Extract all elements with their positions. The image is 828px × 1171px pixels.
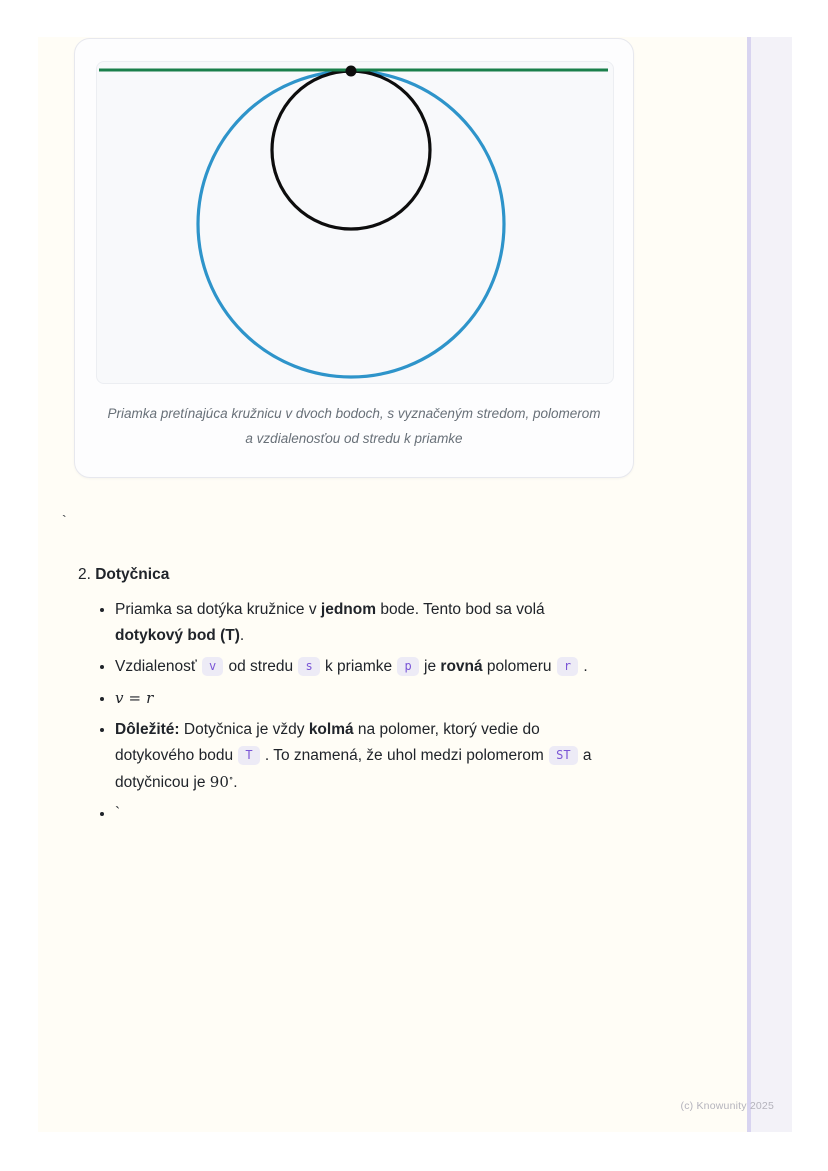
outer-circle: [198, 71, 504, 377]
code-badge-v: v: [202, 657, 223, 676]
text-run: na polomer, ktorý vedie do: [353, 721, 540, 738]
code-badge-ST: ST: [549, 746, 577, 765]
bold-run: kolmá: [308, 721, 354, 738]
bold-run: Dôležité:: [115, 721, 180, 738]
tangent-point-dot: [346, 66, 357, 77]
list-item: [115, 685, 630, 712]
text-run: Vzdialenosť: [115, 658, 201, 675]
section-title: Dotyčnica: [95, 566, 170, 583]
circle-tangent-diagram: [97, 62, 613, 383]
text-run: dotyčnicou je: [115, 774, 210, 791]
degree-symbol: ∘: [228, 773, 234, 784]
bold-run: dotykový bod (T): [115, 627, 240, 644]
list-item: [115, 654, 630, 680]
bold-run: rovná: [440, 658, 483, 675]
list-item: [115, 717, 630, 796]
text-run: bode. Tento bod sa volá: [376, 601, 545, 618]
code-badge-r: r: [557, 657, 578, 676]
math-var-v: v: [115, 689, 124, 707]
copyright-footer: (c) Knowunity 2025: [680, 1100, 774, 1112]
text-run: polomeru: [482, 658, 556, 675]
document-page: [38, 37, 792, 1132]
figure-caption: Priamka pretínajúca kružnicu v dvoch bodoch, s vyznačeným stredom, polomerom a vzdialenosťou od stredu k priamke: [107, 406, 601, 446]
text-run: .: [233, 774, 238, 791]
text-run: Priamka sa dotýka kružnice v: [115, 601, 321, 618]
text-run: . To znamená, že uhol medzi polomerom: [260, 747, 549, 764]
scrollbar-track[interactable]: [747, 37, 792, 1132]
text-run: dotykového bodu: [115, 747, 238, 764]
text-run: je: [419, 658, 441, 675]
list-item: [115, 597, 630, 649]
content-section: [78, 561, 630, 832]
list-item: [115, 801, 630, 827]
bold-run: jednom: [320, 601, 377, 618]
text-run: k priamke: [320, 658, 397, 675]
text-run: Dotyčnica je vždy: [179, 721, 309, 738]
inner-circle: [272, 71, 430, 229]
code-badge-p: p: [397, 657, 418, 676]
figure-panel: [96, 61, 614, 384]
section-number: 2.: [78, 566, 96, 583]
text-run: od stredu: [224, 658, 298, 675]
math-degree-number: 90: [209, 773, 229, 791]
backtick-text: `: [115, 805, 121, 822]
figure-card: [74, 38, 634, 478]
text-run: .: [579, 658, 588, 675]
stray-backtick: `: [62, 512, 67, 528]
bullet-list: [78, 597, 630, 827]
math-var-r: r: [146, 689, 154, 707]
section-heading: [78, 561, 630, 588]
math-equals: =: [128, 689, 142, 707]
text-run: a: [578, 747, 592, 764]
code-badge-s: s: [298, 657, 319, 676]
code-badge-T: T: [238, 746, 259, 765]
text-run: .: [239, 627, 245, 644]
